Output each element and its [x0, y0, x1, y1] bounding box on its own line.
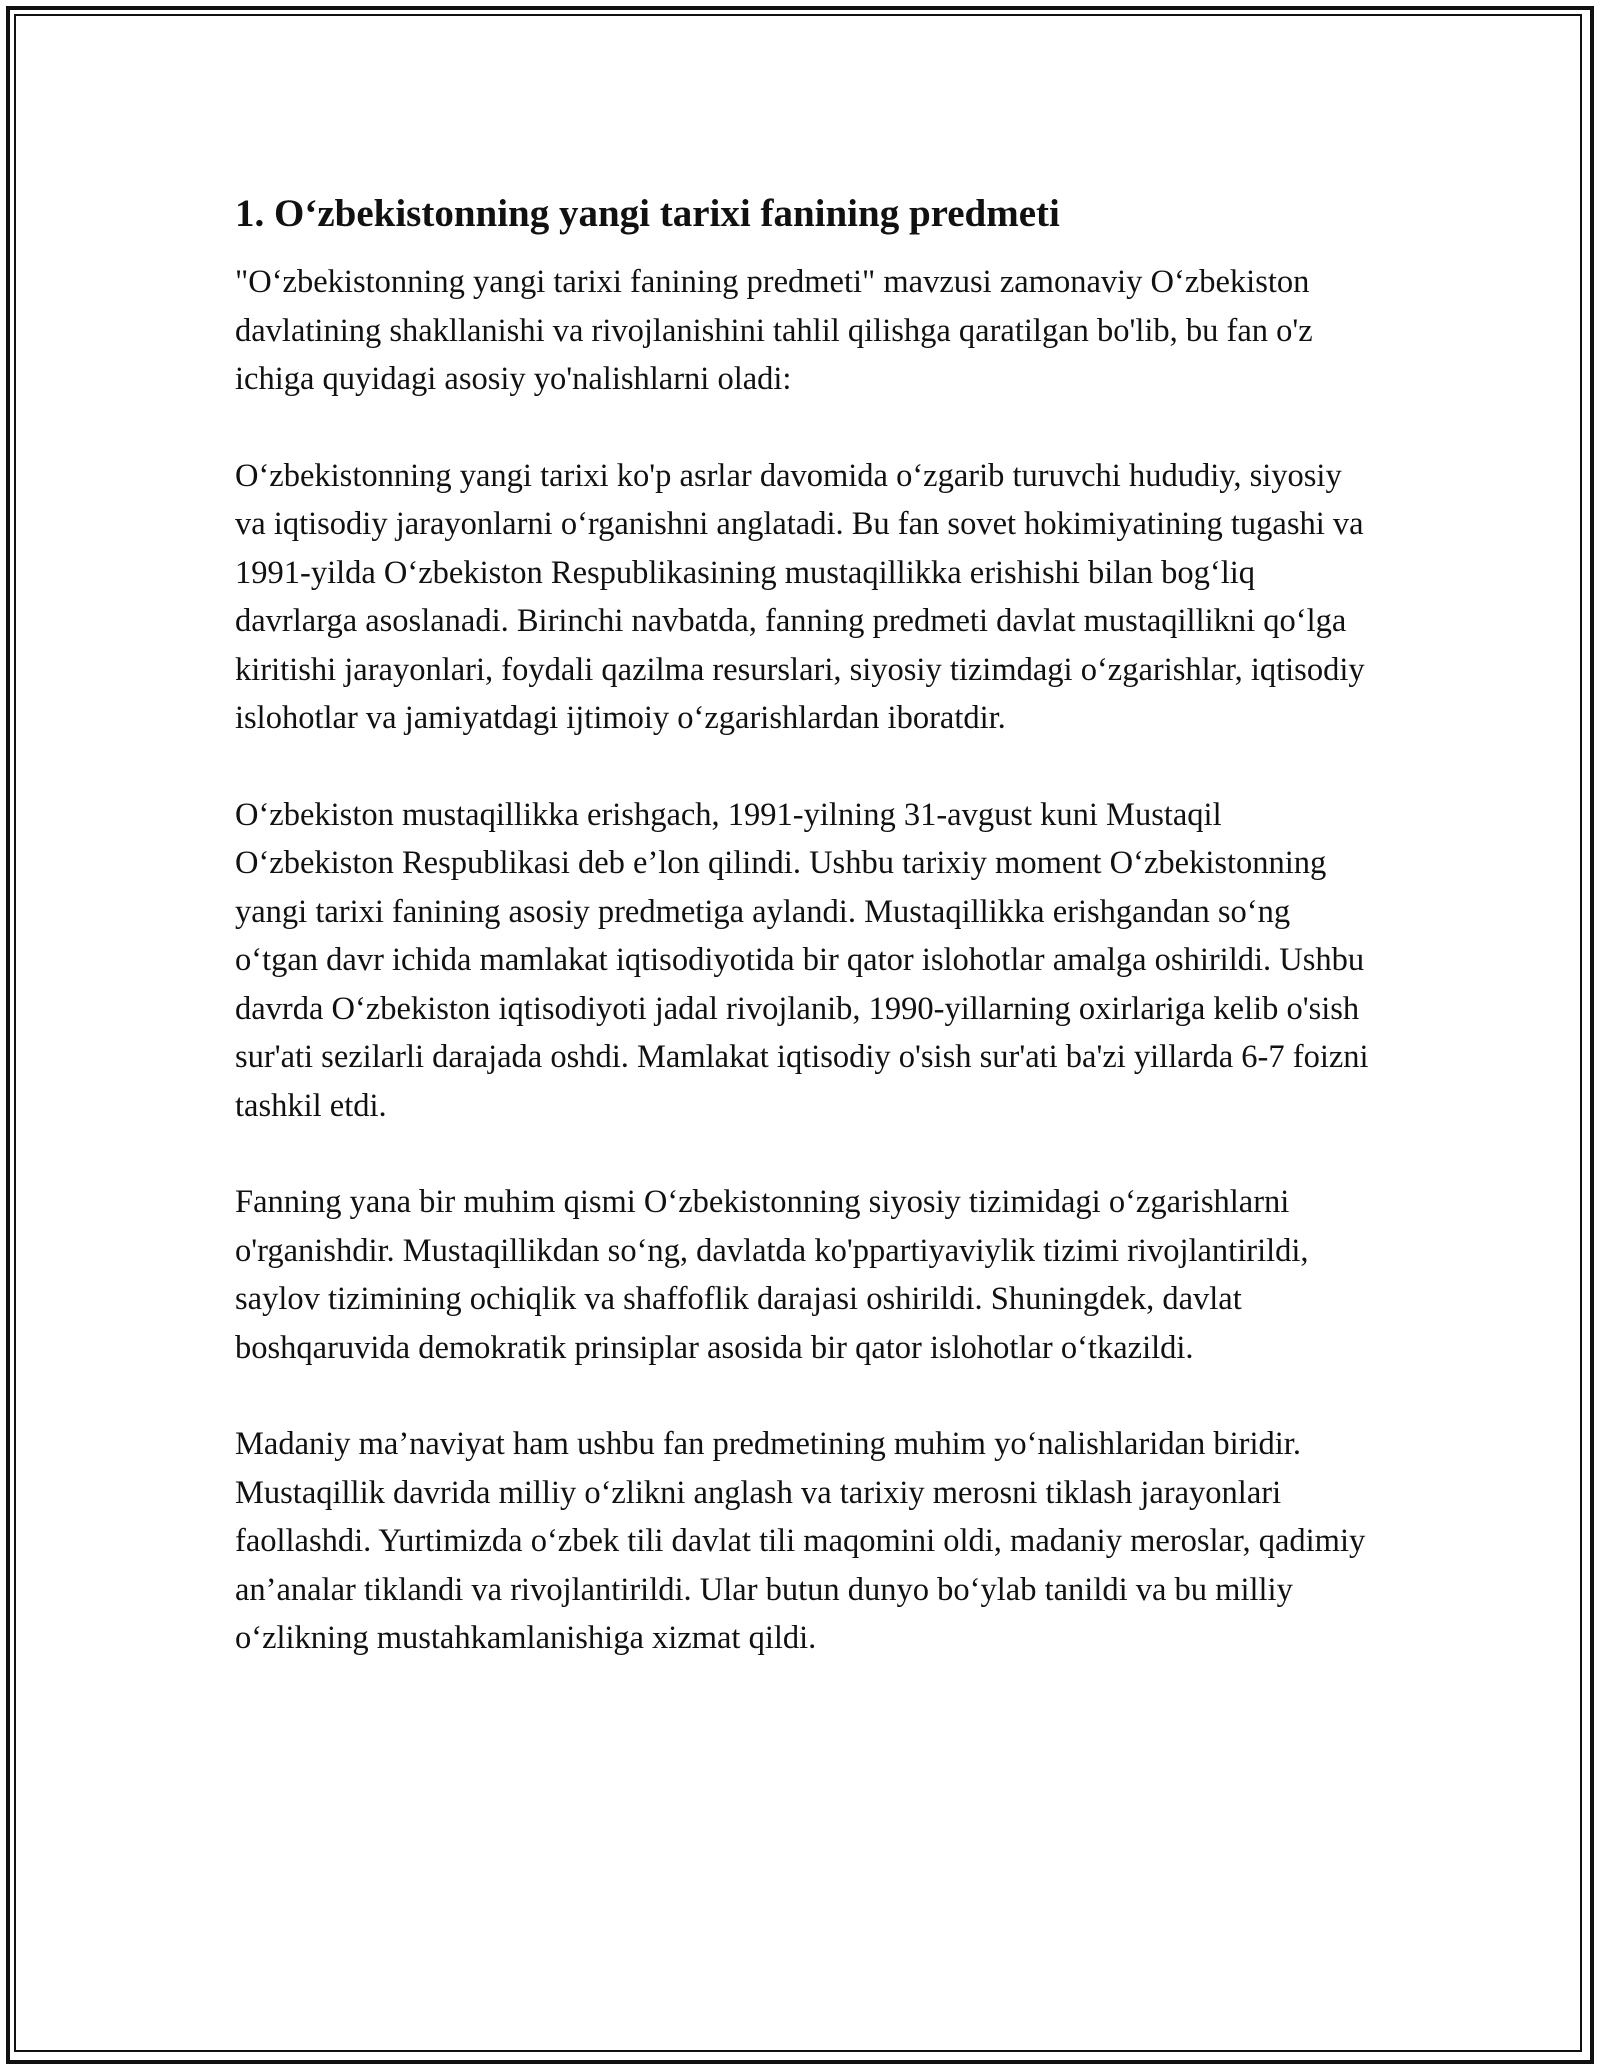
paragraph-cultural-spirituality: Madaniy ma’naviyat ham ushbu fan predmetining muhim yo‘nalishlaridan biridir. Mustaqillik davrida milliy o‘zlikni anglash va tarixiy merosni tiklash jarayonlari faollashdi. Yurtimizda o‘zbek tili davlat tili maqomini oldi, madaniy meroslar, qadimiy an’analar tiklandi va rivojlantirildi. Ular butun dunyo bo‘ylab tanildi va bu milliy o‘zlikning mustahkamlanishiga xizmat qildi.	[235, 1426, 1366, 1656]
paragraph-history-overview: O‘zbekistonning yangi tarixi ko'p asrlar davomida o‘zgarib turuvchi hududiy, siyosiy va iqtisodiy jarayonlarni o‘rganishni anglatadi. Bu fan sovet hokimiyatining tugashi va 1991-yilda O‘zbekiston Respublikasining mustaqillikka erishishi bilan bog‘liq davrlarga asoslanadi. Birinchi navbatda, fanning predmeti davlat mustaqillikni qo‘lga kiritishi jarayonlari, foydali qazilma resurslari, siyosiy tizimdagi o‘zgarishlar, iqtisodiy islohotlar va jamiyatdagi ijtimoiy o‘zgarishlardan iboratdir.	[235, 457, 1365, 736]
paragraph-political-system: Fanning yana bir muhim qismi O‘zbekistonning siyosiy tizimidagi o‘zgarishlarni o'rganishdir. Mustaqillikdan so‘ng, davlatda ko'ppartiyaviylik tizimi rivojlantirildi, saylov tizimining ochiqlik va shaffoflik darajasi oshirildi. Shuningdek, davlat boshqaruvida demokratik prinsiplar asosida bir qator islohotlar o‘tkazildi.	[235, 1184, 1309, 1366]
section-heading: 1. O‘zbekistonning yangi tarixi fanining predmeti	[235, 192, 1060, 235]
paragraph-intro: "O‘zbekistonning yangi tarixi fanining predmeti" mavzusi zamonaviy O‘zbekiston davlatining shakllanishi va rivojlanishini tahlil qilishga qaratilgan bo'lib, bu fan o'z ichiga quyidagi asosiy yo'nalishlarni oladi:	[235, 264, 1313, 397]
paragraph-independence: O‘zbekiston mustaqillikka erishgach, 1991-yilning 31-avgust kuni Mustaqil O‘zbekiston Respublikasi deb e’lon qilindi. Ushbu tarixiy moment O‘zbekistonning yangi tarixi fanining asosiy predmetiga aylandi. Mustaqillikka erishgandan so‘ng o‘tgan davr ichida mamlakat iqtisodiyotida bir qator islohotlar amalga oshirildi. Ushbu davrda O‘zbekiston iqtisodiyoti jadal rivojlanib, 1990-yillarning oxirlariga kelib o'sish sur'ati sezilarli darajada oshdi. Mamlakat iqtisodiy o'sish sur'ati ba'zi yillarda 6-7 foizni tashkil etdi.	[235, 796, 1369, 1124]
document-body	[235, 188, 1375, 1711]
